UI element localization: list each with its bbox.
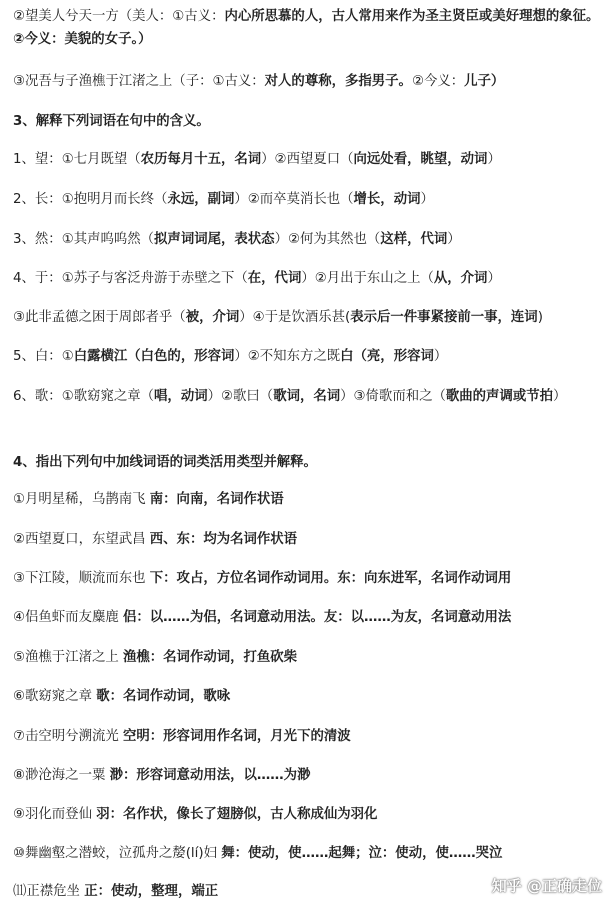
text-line: ②望美人兮天一方（美人：①古义：内心所思慕的人，古人常用来作为圣主贤臣或美好理想的象征。②今义：美貌的女子。） <box>13 9 600 47</box>
text-line: 5、白：①白露横江（白色的，形容词）②不知东方之既白（亮，形容词） <box>13 349 448 364</box>
section-heading-3: 3、解释下列词语在句中的含义。 <box>13 114 210 129</box>
text-line: 2、长：①抱明月而长终（永远，副词）②而卒莫消长也（增长，动词） <box>13 192 434 207</box>
text-line: 4、于：①苏子与客泛舟游于赤壁之下（在，代词）②月出于东山之上（从，介词） <box>13 271 501 286</box>
text-line: 3、然：①其声呜呜然（拟声词词尾，表状态）②何为其然也（这样，代词） <box>13 232 461 247</box>
text-line: ②西望夏口，东望武昌 西、东：均为名词作状语 <box>13 532 298 547</box>
text-line: ⑧渺沧海之一粟 渺：形容词意动用法，以……为渺 <box>13 768 311 783</box>
watermark: 知乎 @正确走位 <box>491 877 602 895</box>
text-line: ⑨羽化而登仙 羽：名作状，像长了翅膀似，古人称成仙为羽化 <box>13 807 378 822</box>
text-line: ③下江陵，顺流而东也 下：攻占，方位名词作动词用。东：向东进军，名词作动词用 <box>13 571 512 586</box>
text-line: ⑤渔樵于江渚之上 渔樵：名词作动词，打鱼砍柴 <box>13 650 298 665</box>
text-line: 6、歌：①歌窈窕之章（唱，动词）②歌曰（歌词，名词）③倚歌而和之（歌曲的声调或节拍） <box>13 389 567 404</box>
section-heading-4: 4、指出下列句中加线词语的词类活用类型并解释。 <box>13 455 317 470</box>
text-line: ①月明星稀，乌鹊南飞 南：向南，名词作状语 <box>13 492 284 507</box>
text-line: ③此非孟德之困于周郎者乎（被，介词）④于是饮酒乐甚(表示后一件事紧接前一事，连词) <box>13 310 543 325</box>
text-line: ⑾正襟危坐 正：使动，整理，端正 <box>13 884 219 899</box>
text-line: ⑦击空明兮溯流光 空明：形容词用作名词，月光下的清波 <box>13 729 351 744</box>
text-line: ⑩舞幽壑之潜蛟，泣孤舟之嫠(lí)妇 舞：使动，使……起舞；泣：使动，使……哭泣 <box>13 846 503 861</box>
text-line: ④侣鱼虾而友麋鹿 侣：以……为侣，名词意动用法。友：以……为友，名词意动用法 <box>13 610 512 625</box>
text-line: 1、望：①七月既望（农历每月十五，名词）②西望夏口（向远处看，眺望，动词） <box>13 152 501 167</box>
text-line: ⑥歌窈窕之章 歌：名词作动词，歌咏 <box>13 689 231 704</box>
text-line: ③况吾与子渔樵于江渚之上（子：①古义：对人的尊称，多指男子。②今义：儿子） <box>13 74 505 89</box>
